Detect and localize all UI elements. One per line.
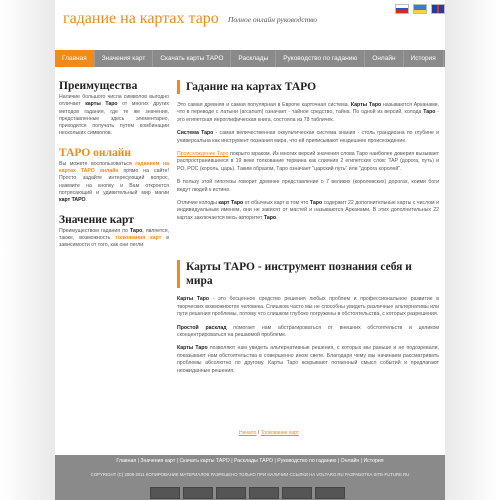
footer-link-home[interactable]: Главная: [116, 458, 137, 464]
section1-para2: Система Таро - самая величественная оккультическая система знания - столь грандиозна по глубине и универсальна как инструмент познания мира, что ей приписывают нездешнее происхождение.: [177, 130, 439, 144]
advantages-heading: Преимущества: [59, 80, 138, 92]
main-nav: [55, 50, 445, 67]
breadcrumb: Начало / Толкование карт: [239, 430, 300, 436]
nav-item-home[interactable]: Главная: [55, 50, 95, 67]
card-meaning-heading: Значение карт: [59, 213, 134, 226]
section1-para3: Происхождение Таро покрыто мраком. Из многих версий значения слова Таро наиболее доверия вызывает распространившееся в 19 веке толкование термина как слияния 2 египетских слов: TAP (дорога, путь) и РО, РОС (король, царь). Таким образом, Таро означает "царский путь" или "дорога королей".: [177, 151, 439, 172]
header: [55, 0, 445, 45]
counter-badge[interactable]: [282, 487, 312, 499]
flag-ru-icon[interactable]: [395, 4, 409, 14]
section-tarot-instrument: [177, 260, 439, 375]
nav-item-spreads[interactable]: Расклады: [231, 50, 276, 67]
site-title[interactable]: гадание на картах таро: [63, 10, 219, 27]
section1-title: Гадание на картах ТАРО: [177, 80, 439, 94]
page: [55, 0, 445, 500]
advantages-text: Наличие большого числа символов выгодно отличает карты Таро от многих других методов гадания, где те же значения, представленные здесь элементарно, приходится получать путем комбинации нескольких символов.: [59, 94, 169, 137]
footer-link-online[interactable]: Онлайн: [340, 458, 360, 464]
site-subtitle: Полное онлайн руководство: [228, 15, 318, 24]
counter-badge[interactable]: [315, 487, 345, 499]
footer: [55, 455, 445, 500]
footer-link-spreads[interactable]: Расклады ТАРО: [234, 458, 274, 464]
footer-links: Главная | Значения карт | Скачать карты ТАРО | Расклады ТАРО | Руководство по гаданию | Онлайн | История: [116, 458, 384, 464]
language-flags: [395, 4, 445, 14]
section1-para4: В пользу этой гипотезы говорит древнее представление о 7 великих (королевских) дорогах, коими боги ведут людей к истине.: [177, 179, 439, 193]
counter-badge[interactable]: [150, 487, 180, 499]
sidebar: [59, 80, 169, 249]
card-meaning-text: Преимуществом гадания по Таро, является, также, возможность толкования карт в зависимости от того, как они легли.: [59, 227, 170, 249]
counter-badge[interactable]: [183, 487, 213, 499]
counter-badges: [150, 487, 345, 499]
footer-copyright: COPYRIGHT (C) 2008-2011 КОПИРОВАНИЕ МАТЕРИАЛОВ РАЗРЕШЕНО ТОЛЬКО ПРИ НАЛИЧИИ ССЫЛКИ НА VOLTARO.RU РАЗРАБОТКА SITE-FUTURE.RU: [90, 472, 410, 477]
footer-link-history[interactable]: История: [363, 458, 384, 464]
section2-para1: Карты Таро - это бесценное средство решения любых проблем и профессиональное развитие в творческих возможностях человека. Слишком часто мы не способны увидеть различные альтернативы или пути решения проблемы, потому что слишком глубоко погружены в обстоятельства, с которых разрешения.: [177, 296, 440, 318]
tarot-online-heading[interactable]: ТАРО онлайн: [59, 146, 132, 159]
section1-para5: Отличие колоды карт Таро от обычных карт в том что Таро содержит 22 дополнительные карты с числом и индивидуальным именем, они не зависят от мастей и называются Арканами. В этих дополнительных 22 картах заключается весь авторитет Таро.: [177, 200, 439, 221]
nav-item-online[interactable]: Онлайн: [365, 50, 403, 67]
section2-para2: Простой расклад помогает нам абстрагироваться от внешних обстоятельств и целиком сконцентрироваться на решаемой проблеме.: [177, 324, 439, 338]
origin-link[interactable]: Происхождение Таро: [177, 151, 229, 158]
breadcrumb-home-link[interactable]: Начало: [239, 430, 257, 436]
flag-ua-icon[interactable]: [413, 4, 427, 14]
footer-link-card-meanings[interactable]: Значения карт: [140, 458, 176, 464]
footer-link-guide[interactable]: Руководство по гаданию: [277, 458, 337, 464]
section1-para1: Это самая древняя и самая популярная в Европе карточная система. Карты Таро называются Арканами, что в переводе с латыни (arcanum) означает - тайное средство, тайна. По одной из версий, колода Таро - это египетская иероглифическая книга, состояла из 78 табличек.: [177, 102, 439, 123]
advantages-block: [59, 80, 169, 138]
flag-en-icon[interactable]: [431, 4, 445, 14]
tarot-online-link[interactable]: гаданием на картах ТАРО онлайн: [59, 160, 169, 175]
section2-title: Карты ТАРО - инструмент познания себя и мира: [177, 260, 439, 288]
section-tarot-divination: [177, 80, 439, 222]
counter-badge[interactable]: [216, 487, 246, 499]
breadcrumb-current-link[interactable]: Толкование карт: [260, 430, 300, 436]
tarot-online-text: Вы можете воспользоваться гаданием на картах ТАРО онлайн прямо на сайте! Просто задайте интересующий вопрос, нажмите на кнопку и Вам откроется потрясающий и удивительный мир магии карт ТАРО.: [59, 160, 169, 204]
nav-item-download[interactable]: Скачать карты ТАРО: [153, 50, 231, 67]
nav-item-card-meanings[interactable]: Значения карт: [95, 50, 154, 67]
footer-link-download[interactable]: Скачать карты ТАРО: [179, 458, 230, 464]
counter-badge[interactable]: [249, 487, 279, 499]
card-interpretation-link[interactable]: толкования карт: [115, 234, 162, 241]
card-meaning-block: [59, 214, 169, 250]
nav-item-guide[interactable]: Руководство по гаданию: [276, 50, 365, 67]
main-content: [177, 80, 439, 375]
tarot-online-block: [59, 147, 169, 205]
nav-item-history[interactable]: История: [404, 50, 444, 67]
section2-para3: Карты Таро позволяют нам увидеть альтернативные решения, с которых мы раньше и не подозревали, показывают нам обстоятельства в совершенно ином свете. Благодаря чему мы начинаем рассматривать проблемы абсолютно по другому. Карты Таро вскрывают потаенный смысл событий и предлагают неожиданные решения.: [177, 345, 439, 374]
